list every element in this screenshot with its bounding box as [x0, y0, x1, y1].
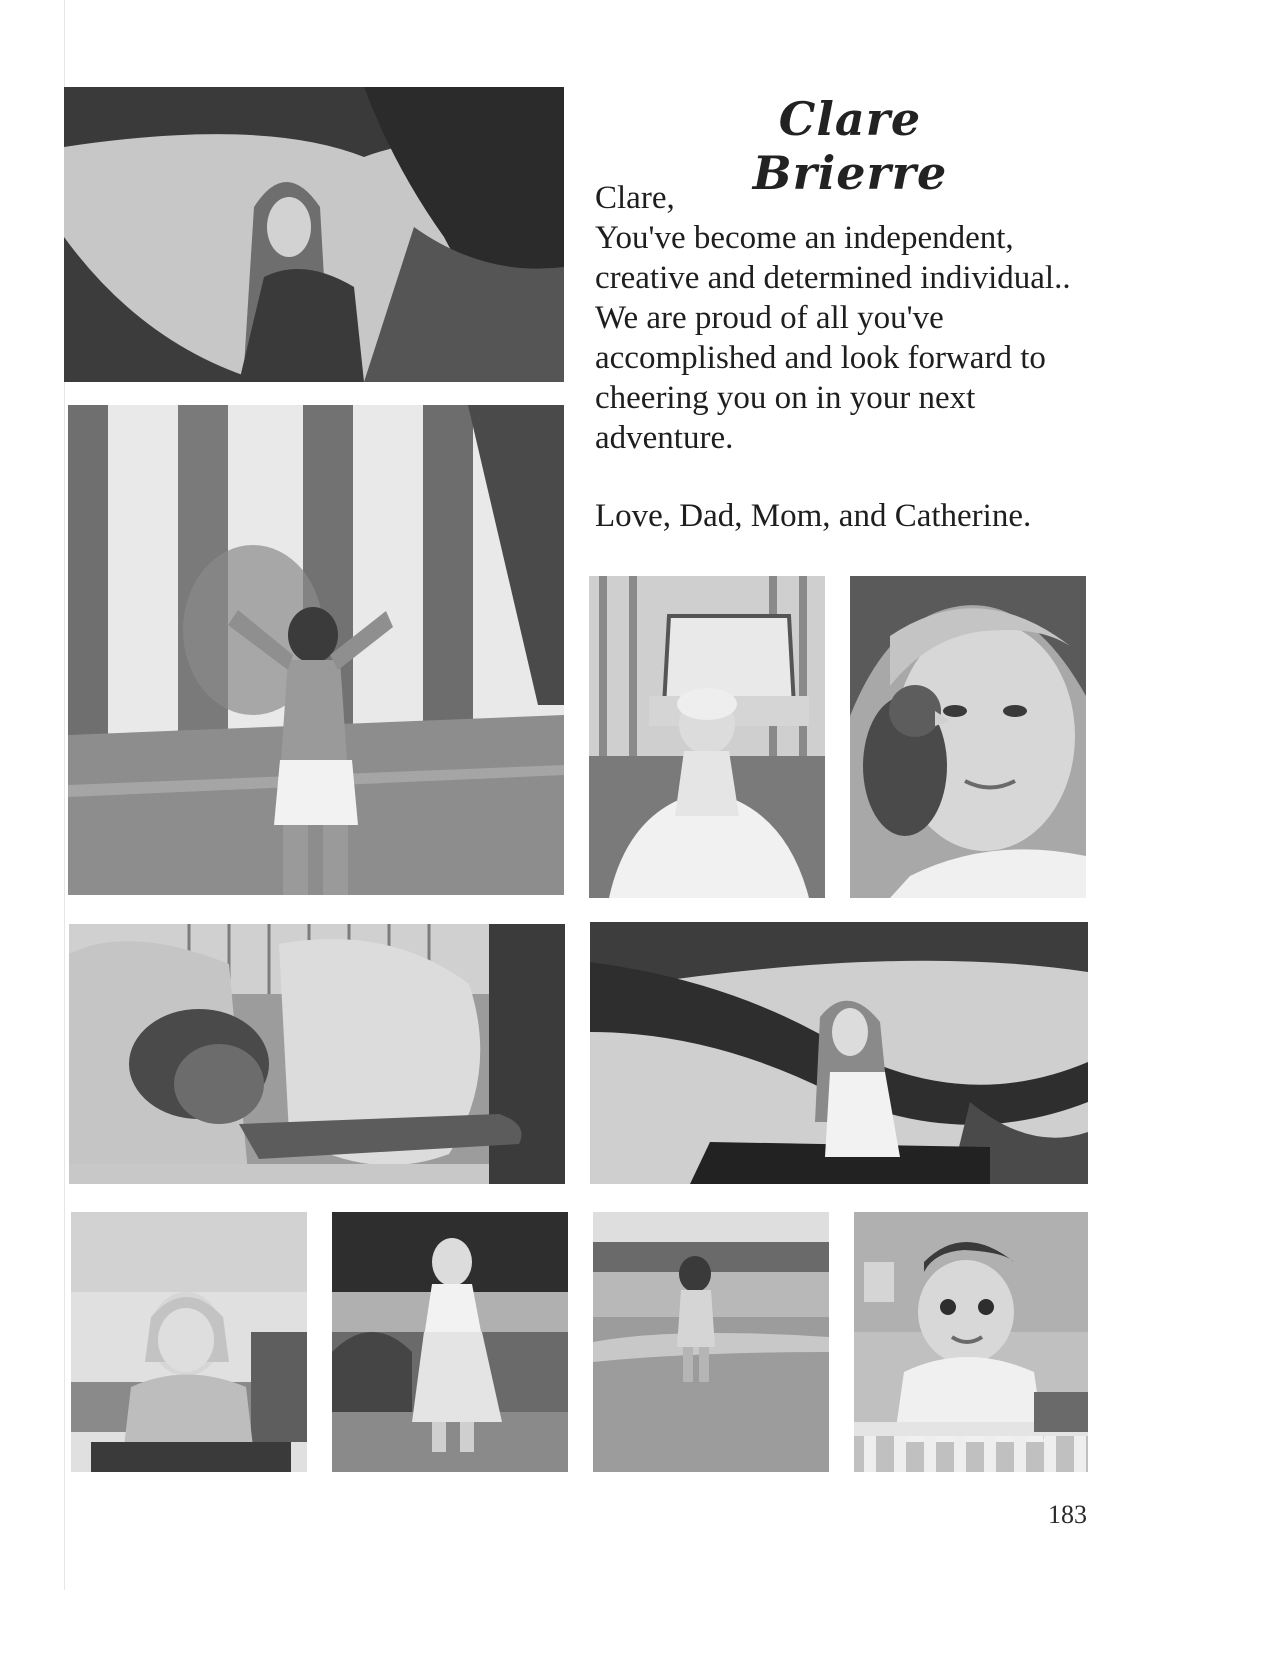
message-block	[595, 178, 1115, 458]
message-line: cheering you on in your next	[595, 380, 976, 416]
message-line: accomplished and look forward to	[595, 340, 1046, 376]
message-line: Clare,	[595, 180, 675, 216]
page-number: 183	[1048, 1500, 1087, 1529]
photo-toddler-at-beach	[593, 1212, 829, 1472]
message-line: creative and determined individual..	[595, 260, 1071, 296]
photo-teen-sitting-in-oak-tree	[590, 922, 1088, 1184]
photo-toddler-by-chair	[589, 576, 825, 898]
message-line: You've become an independent,	[595, 220, 1014, 256]
photo-girl-smiling-on-boat	[71, 1212, 307, 1472]
photo-baby-in-crib	[854, 1212, 1088, 1472]
photo-toddler-in-garden	[332, 1212, 568, 1472]
photo-girl-sleeping-in-basket	[69, 924, 565, 1184]
page-title: Clare Brierre	[752, 92, 948, 200]
photo-girl-with-bird	[850, 576, 1086, 898]
message-line: We are proud of all you've	[595, 300, 944, 336]
photo-teen-in-oak-tree	[64, 87, 564, 382]
message-signature: Love, Dad, Mom, and Catherine.	[595, 498, 1032, 534]
photo-girl-flexing-at-striped-sail	[68, 405, 564, 895]
message-line: adventure.	[595, 420, 734, 456]
